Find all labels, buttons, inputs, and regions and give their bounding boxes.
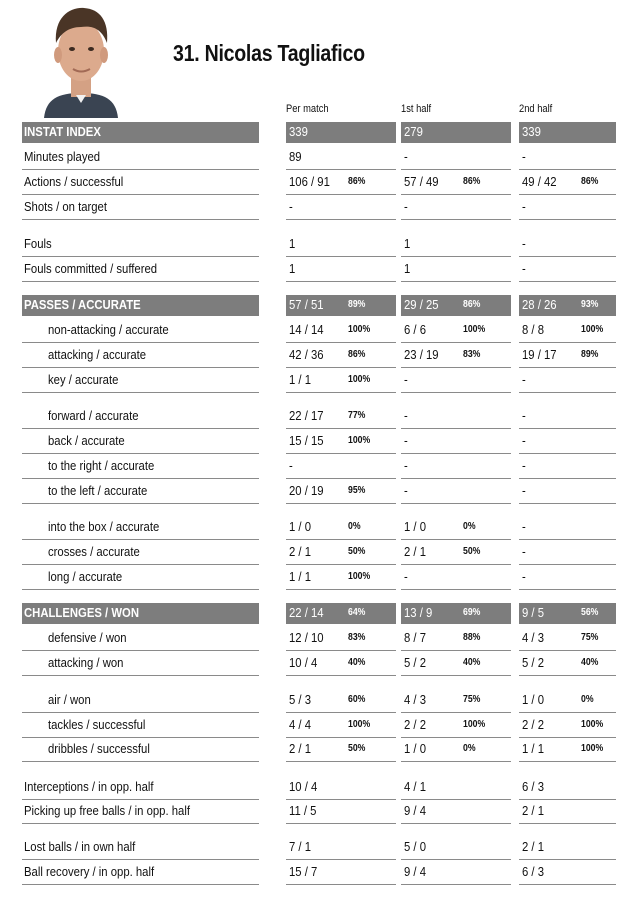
stat-value: - (522, 261, 526, 276)
row-label: into the box / accurate (48, 519, 160, 534)
stat-value: 12 / 10 (289, 630, 324, 645)
row-divider (286, 823, 396, 824)
stat-value: 1 (289, 236, 296, 251)
stat-value: - (289, 458, 293, 473)
page-title: 31. Nicolas Tagliafico (173, 40, 365, 66)
table-row (22, 404, 616, 429)
stat-value: 2 / 1 (522, 839, 545, 854)
row-divider (286, 761, 396, 762)
stat-value: 10 / 4 (289, 655, 318, 670)
row-label: dribbles / successful (48, 741, 150, 756)
row-label: attacking / won (48, 655, 124, 670)
stat-value: 5 / 2 (404, 655, 427, 670)
stat-value: 57 / 49 (404, 174, 439, 189)
stat-value: 1 (289, 261, 296, 276)
stat-value: 1 (404, 236, 411, 251)
row-divider (22, 503, 259, 504)
table-row (22, 860, 616, 885)
stat-value: 22 / 17 (289, 408, 324, 423)
row-divider (401, 675, 511, 676)
row-divider (519, 675, 616, 676)
stat-value: 6 / 3 (522, 864, 545, 879)
stat-value: - (522, 569, 526, 584)
row-label: Ball recovery / in opp. half (24, 864, 155, 879)
stat-value: 42 / 36 (289, 347, 324, 362)
stat-value: 8 / 7 (404, 630, 427, 645)
row-divider (401, 281, 511, 282)
stat-percent: 50% (348, 743, 366, 754)
stat-percent: 0% (348, 521, 361, 532)
player-photo (40, 3, 122, 118)
table-row (22, 318, 616, 343)
table-row (22, 343, 616, 368)
stat-value: 7 / 1 (289, 839, 312, 854)
stat-percent: 0% (463, 521, 476, 532)
row-label: tackles / successful (48, 717, 146, 732)
row-label: long / accurate (48, 569, 123, 584)
table-row (22, 257, 616, 282)
stat-percent: 100% (348, 374, 371, 385)
stat-percent: 89% (348, 299, 366, 310)
row-divider (286, 503, 396, 504)
stat-value: - (404, 372, 408, 387)
section-header-row (22, 601, 616, 626)
stat-value: 339 (522, 124, 541, 139)
stat-percent: 0% (463, 743, 476, 754)
row-label: defensive / won (48, 630, 127, 645)
stat-percent: 86% (463, 299, 481, 310)
stat-value: 2 / 1 (289, 544, 312, 559)
stat-percent: 100% (348, 324, 371, 335)
stat-value: 6 / 3 (522, 779, 545, 794)
stat-value: 9 / 4 (404, 803, 427, 818)
table-row (22, 626, 616, 651)
stat-value: 1 / 0 (289, 519, 312, 534)
stat-percent: 75% (581, 632, 599, 643)
stat-value: - (404, 569, 408, 584)
row-divider (22, 884, 259, 885)
row-label: back / accurate (48, 433, 125, 448)
stat-value: - (404, 149, 408, 164)
stat-value: 13 / 9 (404, 605, 433, 620)
stat-value: 19 / 17 (522, 347, 557, 362)
stat-value: 279 (404, 124, 423, 139)
stat-value: - (522, 458, 526, 473)
row-divider (286, 281, 396, 282)
stat-percent: 100% (463, 719, 486, 730)
stat-value: 1 / 0 (522, 692, 545, 707)
stat-percent: 83% (463, 349, 481, 360)
stat-value: - (522, 199, 526, 214)
stat-value: 20 / 19 (289, 483, 324, 498)
row-label: Fouls (24, 236, 52, 251)
stat-value: 2 / 1 (522, 803, 545, 818)
stat-value: 57 / 51 (289, 297, 324, 312)
row-divider (22, 281, 259, 282)
table-row (22, 835, 616, 860)
stat-percent: 0% (581, 694, 594, 705)
stat-value: 29 / 25 (404, 297, 439, 312)
row-label: Lost balls / in own half (24, 839, 136, 854)
row-divider (401, 761, 511, 762)
stat-value: 23 / 19 (404, 347, 439, 362)
table-row (22, 688, 616, 713)
stat-value: 22 / 14 (289, 605, 324, 620)
column-header-2nd-half: 2nd half (519, 103, 553, 115)
row-divider (22, 761, 259, 762)
row-divider (22, 823, 259, 824)
stat-percent: 75% (463, 694, 481, 705)
stat-value: 2 / 1 (289, 741, 312, 756)
row-divider (519, 761, 616, 762)
table-row (22, 195, 616, 220)
stat-percent: 100% (348, 435, 371, 446)
stat-value: 1 (404, 261, 411, 276)
stat-value: 2 / 2 (522, 717, 545, 732)
stat-percent: 100% (581, 719, 604, 730)
stat-percent: 50% (348, 546, 366, 557)
stat-value: - (522, 483, 526, 498)
row-divider (401, 219, 511, 220)
row-divider (401, 503, 511, 504)
stat-percent: 100% (463, 324, 486, 335)
stat-value: - (522, 433, 526, 448)
section-header-row (22, 293, 616, 318)
stat-percent: 50% (463, 546, 481, 557)
row-divider (519, 392, 616, 393)
table-row (22, 737, 616, 762)
row-divider (286, 675, 396, 676)
table-row (22, 651, 616, 676)
stat-percent: 69% (463, 607, 481, 618)
table-row (22, 565, 616, 590)
stat-percent: 86% (463, 176, 481, 187)
row-divider (22, 589, 259, 590)
table-row (22, 145, 616, 170)
stat-percent: 100% (581, 743, 604, 754)
table-row (22, 775, 616, 800)
stat-value: 28 / 26 (522, 297, 557, 312)
table-row (22, 429, 616, 454)
table-row (22, 540, 616, 565)
stat-percent: 88% (463, 632, 481, 643)
column-header-per-match: Per match (286, 103, 329, 115)
stat-value: - (289, 199, 293, 214)
row-label: air / won (48, 692, 91, 707)
table-row (22, 454, 616, 479)
row-divider (286, 589, 396, 590)
stat-percent: 60% (348, 694, 366, 705)
stat-percent: 100% (348, 719, 371, 730)
row-label: PASSES / ACCURATE (24, 297, 141, 312)
table-row (22, 479, 616, 504)
stat-value: 4 / 1 (404, 779, 427, 794)
row-divider (22, 392, 259, 393)
stat-value: 9 / 4 (404, 864, 427, 879)
row-label: CHALLENGES / WON (24, 605, 139, 620)
row-label: Shots / on target (24, 199, 108, 214)
stat-value: 10 / 4 (289, 779, 318, 794)
stat-value: 5 / 0 (404, 839, 427, 854)
table-row (22, 799, 616, 824)
stat-percent: 86% (348, 349, 366, 360)
stat-percent: 56% (581, 607, 599, 618)
table-row (22, 368, 616, 393)
row-divider (401, 392, 511, 393)
stat-value: 5 / 3 (289, 692, 312, 707)
row-label: Picking up free balls / in opp. half (24, 803, 190, 818)
stat-percent: 40% (581, 657, 599, 668)
stat-value: - (522, 544, 526, 559)
stat-value: 2 / 2 (404, 717, 427, 732)
stat-value: 1 / 1 (289, 569, 312, 584)
section-header-row (22, 120, 616, 145)
stat-value: - (522, 149, 526, 164)
table-row (22, 232, 616, 257)
table-row (22, 713, 616, 738)
stat-percent: 77% (348, 410, 366, 421)
stat-percent: 89% (581, 349, 599, 360)
stat-value: 8 / 8 (522, 322, 545, 337)
stat-value: 339 (289, 124, 308, 139)
stat-value: 6 / 6 (404, 322, 427, 337)
stat-percent: 100% (348, 571, 371, 582)
stat-percent: 83% (348, 632, 366, 643)
stat-percent: 40% (348, 657, 366, 668)
row-label: forward / accurate (48, 408, 139, 423)
stat-percent: 86% (581, 176, 599, 187)
stat-value: 1 / 1 (289, 372, 312, 387)
stat-value: - (404, 408, 408, 423)
column-header-1st-half: 1st half (401, 103, 432, 115)
stat-value: 5 / 2 (522, 655, 545, 670)
stat-value: 4 / 3 (522, 630, 545, 645)
stat-value: - (404, 433, 408, 448)
row-label: Fouls committed / suffered (24, 261, 158, 276)
stat-value: 11 / 5 (289, 803, 317, 818)
row-divider (286, 884, 396, 885)
row-divider (286, 219, 396, 220)
row-label: crosses / accurate (48, 544, 140, 559)
table-row (22, 515, 616, 540)
stat-value: - (404, 458, 408, 473)
row-divider (519, 823, 616, 824)
table-row (22, 170, 616, 195)
stat-percent: 64% (348, 607, 366, 618)
stat-value: - (404, 199, 408, 214)
row-label: Minutes played (24, 149, 101, 164)
row-label: attacking / accurate (48, 347, 147, 362)
stat-value: 15 / 15 (289, 433, 324, 448)
stat-value: 106 / 91 (289, 174, 330, 189)
stat-percent: 100% (581, 324, 604, 335)
row-divider (519, 884, 616, 885)
row-label: non-attacking / accurate (48, 322, 169, 337)
stat-value: 89 (289, 149, 302, 164)
stat-value: 1 / 0 (404, 519, 427, 534)
row-divider (22, 675, 259, 676)
stat-value: 49 / 42 (522, 174, 557, 189)
stat-value: - (404, 483, 408, 498)
row-divider (401, 589, 511, 590)
stat-value: 1 / 0 (404, 741, 427, 756)
stat-value: 1 / 1 (522, 741, 545, 756)
stat-percent: 40% (463, 657, 481, 668)
stat-value: - (522, 236, 526, 251)
row-divider (519, 503, 616, 504)
row-divider (519, 589, 616, 590)
row-divider (519, 281, 616, 282)
stat-percent: 95% (348, 485, 366, 496)
stat-value: - (522, 372, 526, 387)
row-divider (519, 219, 616, 220)
row-divider (401, 823, 511, 824)
stat-value: 15 / 7 (289, 864, 318, 879)
row-divider (401, 884, 511, 885)
row-label: to the left / accurate (48, 483, 148, 498)
row-label: INSTAT INDEX (24, 124, 101, 139)
stat-value: 14 / 14 (289, 322, 324, 337)
stat-percent: 93% (581, 299, 599, 310)
row-label: Actions / successful (24, 174, 124, 189)
stat-percent: 86% (348, 176, 366, 187)
stat-value: - (522, 408, 526, 423)
row-label: to the right / accurate (48, 458, 155, 473)
stat-value: 2 / 1 (404, 544, 427, 559)
stat-value: 4 / 4 (289, 717, 312, 732)
row-divider (286, 392, 396, 393)
stat-value: 4 / 3 (404, 692, 427, 707)
stat-value: 9 / 5 (522, 605, 545, 620)
row-divider (22, 219, 259, 220)
stat-value: - (522, 519, 526, 534)
row-label: Interceptions / in opp. half (24, 779, 154, 794)
row-label: key / accurate (48, 372, 119, 387)
